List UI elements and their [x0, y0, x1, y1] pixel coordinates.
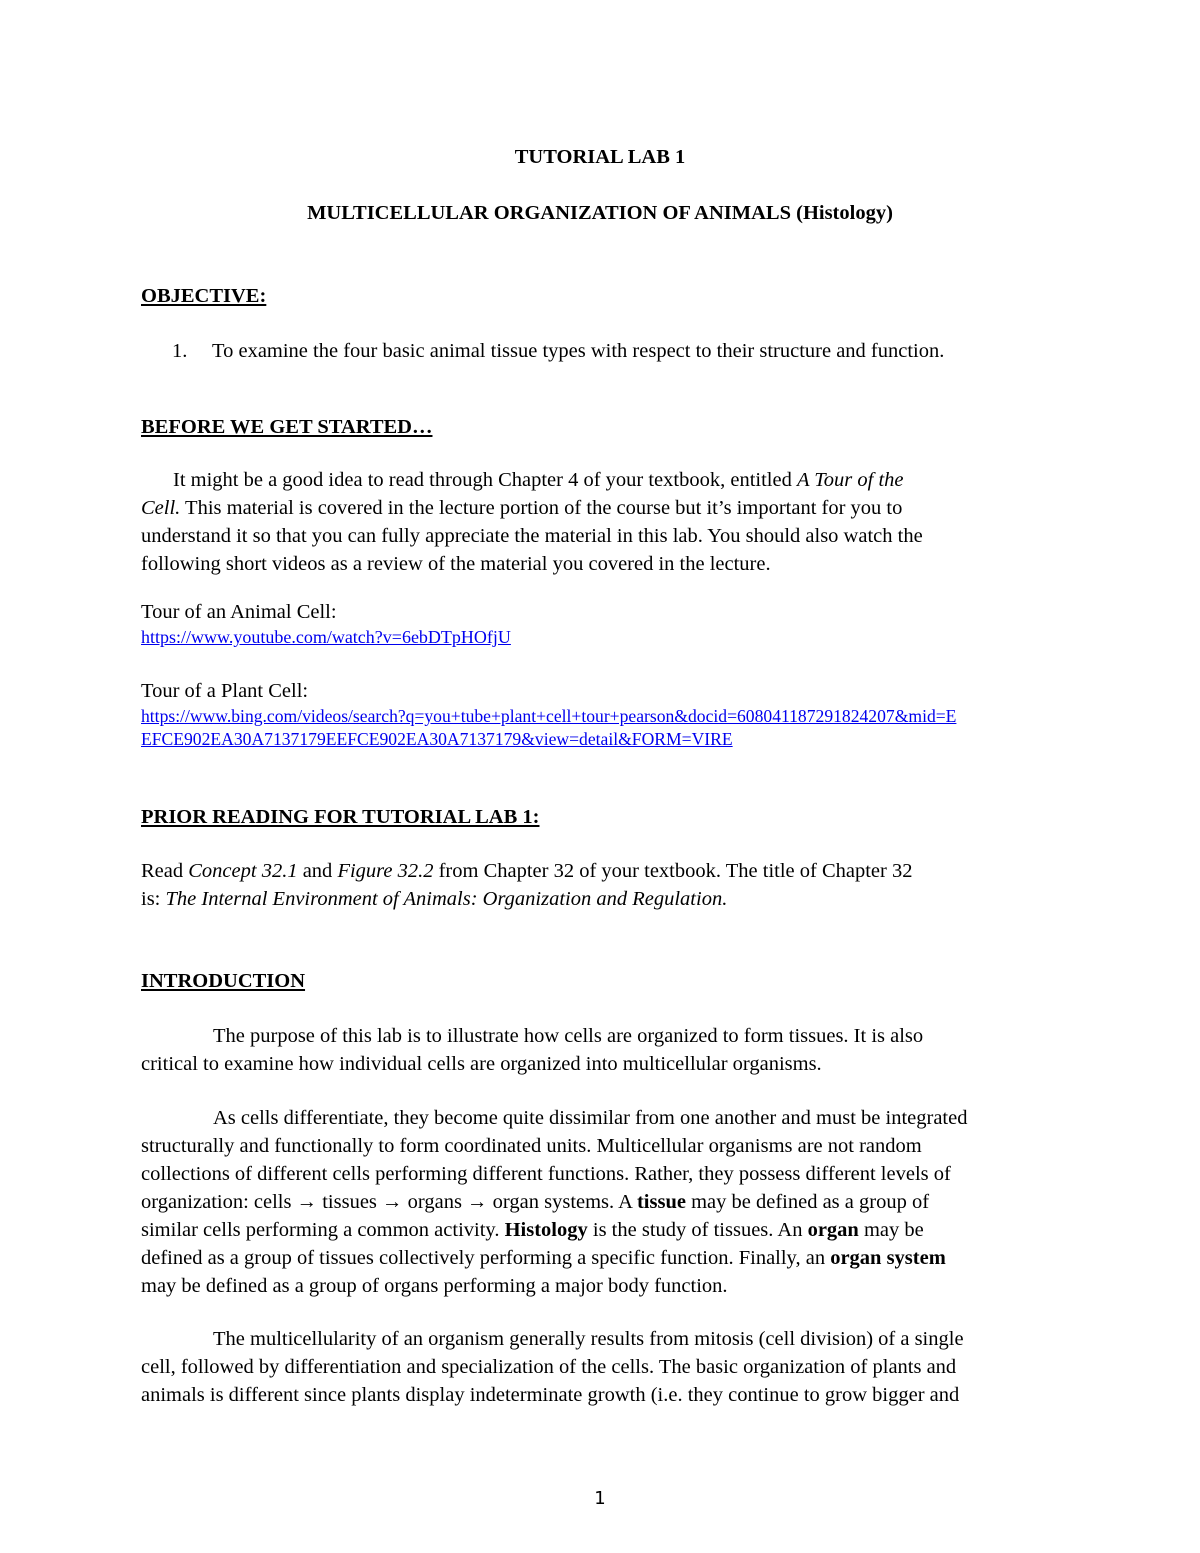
intro-paragraph-2 [141, 1104, 1061, 1300]
intro-p2-line-6 [141, 1244, 1061, 1272]
prior-text: Read [141, 860, 189, 882]
intro-p3-line-1: The multicellularity of an organism generally results from mitosis (cell division) of a single [213, 1328, 964, 1350]
before-heading: BEFORE WE GET STARTED… [141, 416, 433, 438]
intro-text: may be [858, 1219, 924, 1241]
intro-text: is the study of tissues. An [587, 1219, 808, 1241]
intro-p3-line-3: animals is different since plants display indeterminate growth (i.e. they continue to grow bigger and [141, 1384, 960, 1406]
term-organ: organ [807, 1219, 859, 1241]
prior-line-1 [141, 857, 1061, 885]
before-paragraph [141, 466, 1061, 578]
page-number: 1 [594, 1488, 606, 1509]
intro-p1-line-1: The purpose of this lab is to illustrate how cells are organized to form tissues. It is also [213, 1025, 924, 1047]
concept-reference: Concept 32.1 [188, 860, 298, 882]
intro-text: defined as a group of tissues collectively performing a specific function. Finally, an [141, 1247, 831, 1269]
figure-reference: Figure 32.2 [337, 860, 434, 882]
intro-paragraph-3 [141, 1325, 1061, 1409]
before-line-3: understand it so that you can fully appreciate the material in this lab. You should also watch the [141, 525, 923, 547]
video1-label: Tour of an Animal Cell: [141, 601, 337, 623]
intro-p2-line-2: structurally and functionally to form coordinated units. Multicellular organisms are not random [141, 1135, 922, 1157]
prior-reading-paragraph [141, 857, 1061, 913]
before-line-1 [141, 466, 1061, 494]
before-text: It might be a good idea to read through Chapter 4 of your textbook, entitled [173, 469, 797, 491]
intro-p2-line-4 [141, 1188, 1061, 1216]
document-title: TUTORIAL LAB 1 [514, 146, 686, 168]
term-tissue: tissue [636, 1191, 686, 1213]
chapter-32-title: The Internal Environment of Animals: Organization and Regulation. [165, 888, 728, 910]
prior-text: is: [141, 888, 166, 910]
objective-item-text: To examine the four basic animal tissue types with respect to their structure and function. [212, 340, 945, 362]
video1-link[interactable]: https://www.youtube.com/watch?v=6ebDTpHOfjU [141, 627, 511, 647]
intro-text: organization: cells → tissues → organs → organ systems. A [141, 1191, 637, 1213]
intro-text: may be defined as a group of [685, 1191, 930, 1213]
objective-heading: OBJECTIVE: [141, 285, 267, 307]
before-text: This material is covered in the lecture portion of the course but it’s important for you to [180, 497, 903, 519]
chapter-title-part-a: A Tour of the [796, 469, 904, 491]
intro-p2-line-7: may be defined as a group of organs performing a major body function. [141, 1275, 728, 1297]
intro-text: similar cells performing a common activity. [141, 1219, 505, 1241]
objective-item-number: 1. [172, 340, 188, 362]
before-line-2 [141, 494, 1061, 522]
before-line-4: following short videos as a review of the material you covered in the lecture. [141, 553, 771, 575]
video2-link-line-2[interactable]: EFCE902EA30A7137179EEFCE902EA30A7137179&view=detail&FORM=VIRE [141, 729, 733, 749]
intro-p3-line-2: cell, followed by differentiation and specialization of the cells. The basic organization of plants and [141, 1356, 957, 1378]
intro-p2-line-3: collections of different cells performing different functions. Rather, they possess different levels of [141, 1163, 951, 1185]
intro-p2-line-1: As cells differentiate, they become quite dissimilar from one another and must be integrated [213, 1107, 968, 1129]
prior-text: from Chapter 32 of your textbook. The title of Chapter 32 [433, 860, 913, 882]
prior-reading-heading: PRIOR READING FOR TUTORIAL LAB 1: [141, 806, 540, 828]
intro-p2-line-5 [141, 1216, 1061, 1244]
video2-link-line-1[interactable]: https://www.bing.com/videos/search?q=you+tube+plant+cell+tour+pearson&docid=608041187291824207&mid=E [141, 706, 957, 726]
chapter-title-part-b: Cell. [141, 497, 181, 519]
term-histology: Histology [504, 1219, 588, 1241]
prior-text: and [297, 860, 338, 882]
video2-label: Tour of a Plant Cell: [141, 680, 309, 702]
document-subtitle: MULTICELLULAR ORGANIZATION OF ANIMALS (Histology) [307, 202, 893, 224]
intro-p1-line-2: critical to examine how individual cells are organized into multicellular organisms. [141, 1053, 822, 1075]
prior-line-2 [141, 885, 1061, 913]
term-organ-system: organ system [830, 1247, 946, 1269]
introduction-heading: INTRODUCTION [141, 970, 306, 992]
intro-paragraph-1 [141, 1022, 1061, 1078]
